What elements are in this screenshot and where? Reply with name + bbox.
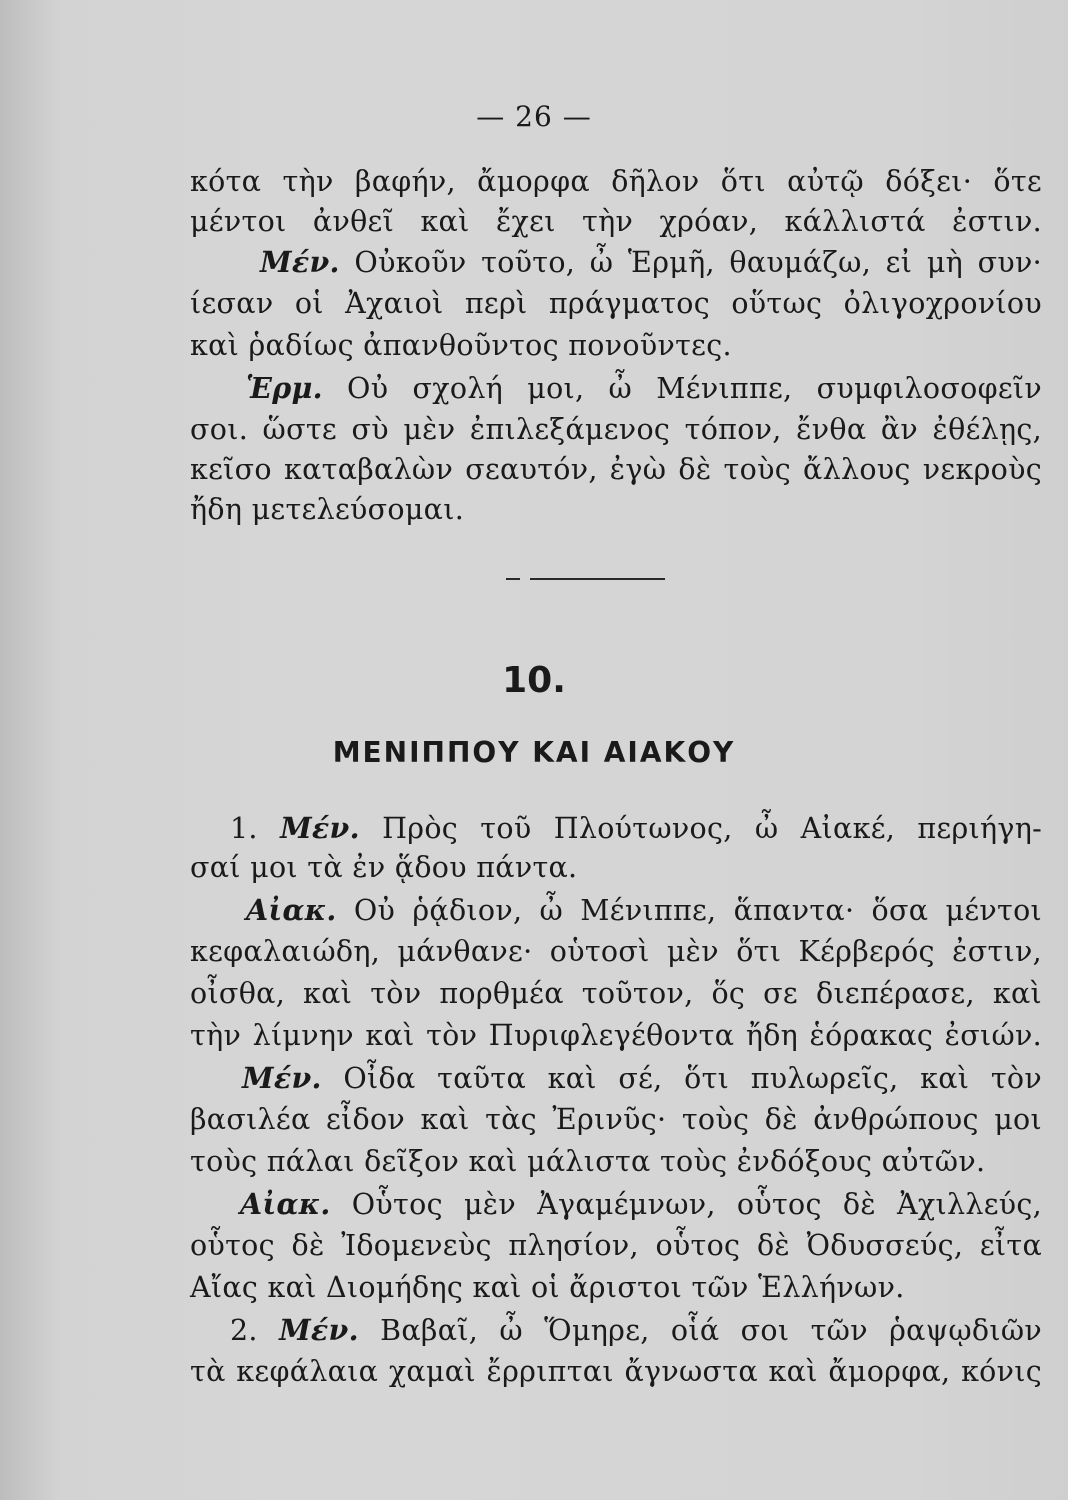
text-line [230, 1308, 1042, 1353]
line-text: Οὐ σχολή μοι, ὦ Μένιππε, συμφιλοσοφεῖν [347, 372, 1042, 405]
text-line [190, 324, 1042, 368]
line-text: ίεσαν οἱ Ἀχαιοὶ περὶ πράγματος οὕτως ὀλιγοχρονίου [190, 287, 1042, 320]
chapter-number: 10. [502, 660, 566, 701]
text-line [242, 1056, 1042, 1101]
line-text: ἤδη μετελεύσομαι. [190, 493, 465, 526]
line-text: Οἶδα ταῦτα καὶ σέ, ὅτι πυλωρεῖς, καὶ τὸν [343, 1062, 1042, 1095]
section-number: 1. [230, 812, 258, 845]
text-line [190, 448, 1042, 492]
line-text: καὶ ῥαδίως ἀπανθοῦντος πονοῦντες. [190, 329, 732, 362]
line-text: σοι. ὥστε σὺ μὲν ἐπιλεξάμενος τόπον, ἔνθα ἂν ἐθέλῃς, [190, 413, 1042, 446]
chapter-title: ΜΕΝΙΠΠΟΥ ΚΑΙ ΑΙΑΚΟΥ [332, 736, 736, 769]
text-line [190, 1350, 1042, 1394]
line-text: κότα τὴν βαφήν, ἄμορφα δῆλον ὅτι αὐτῷ δόξει· ὅτε [190, 165, 1042, 198]
text-line [230, 806, 1042, 851]
speaker-label: Αἰακ. [240, 1187, 331, 1221]
line-text: Αἴας καὶ Διομήδης καὶ οἱ ἄριστοι τῶν Ἑλλήνων. [190, 1271, 905, 1304]
text-line [190, 488, 1042, 532]
line-text: βασιλέα εἶδον καὶ τὰς Ἐρινῦς· τοὺς δὲ ἀνθρώπους μοι [190, 1103, 1042, 1136]
line-text: Βαβαῖ, ὦ Ὅμηρε, οἷά σοι τῶν ῥαψῳδιῶν [380, 1314, 1043, 1347]
line-text: Οὐκοῦν τοῦτο, ὦ Ἑρμῆ, θαυμάζω, εἰ μὴ συν· [354, 246, 1043, 279]
speaker-label: Μέν. [279, 1313, 359, 1347]
text-line [260, 240, 1042, 285]
text-line [246, 888, 1042, 933]
line-text: κεφαλαιώδη, μάνθανε· οὑτοσὶ μὲν ὅτι Κέρβερός ἐστιν, [190, 935, 1042, 968]
line-text: Οὐ ῥᾴδιον, ὦ Μένιππε, ἅπαντα· ὅσα μέντοι [353, 894, 1043, 927]
section-divider-dash [506, 578, 520, 580]
text-line [190, 200, 1042, 244]
speaker-label: Μέν. [260, 245, 340, 279]
page-number: — 26 — [476, 100, 592, 133]
line-text: οὗτος δὲ Ἰδομενεὺς πλησίον, οὗτος δὲ Ὀδυσσεύς, εἶτα [190, 1229, 1042, 1262]
speaker-label: Μέν. [242, 1061, 322, 1095]
text-line [246, 366, 1042, 411]
line-text: τοὺς πάλαι δεῖξον καὶ μάλιστα τοὺς ἐνδόξους αὐτῶν. [190, 1145, 986, 1178]
text-line [240, 1182, 1042, 1227]
speaker-label: Ἑρμ. [246, 371, 323, 405]
text-line [190, 1224, 1042, 1268]
speaker-label: Μέν. [280, 811, 360, 845]
text-line [190, 1098, 1042, 1142]
text-line [190, 408, 1042, 452]
section-divider [530, 578, 665, 580]
line-text: οἶσθα, καὶ τὸν πορθμέα τοῦτον, ὅς σε διεπέρασε, καὶ [190, 977, 1042, 1010]
text-line [190, 1266, 1042, 1310]
text-line [190, 282, 1042, 326]
line-text: κεῖσο καταβαλὼν σεαυτόν, ἐγὼ δὲ τοὺς ἄλλους νεκροὺς [190, 453, 1042, 486]
line-text: Οὗτος μὲν Ἀγαμέμνων, οὗτος δὲ Ἀχιλλεύς, [351, 1188, 1042, 1221]
text-line [190, 846, 1042, 890]
text-line [190, 1014, 1042, 1058]
speaker-label: Αἰακ. [246, 893, 337, 927]
line-text: τὰ κεφάλαια χαμαὶ ἔρριπται ἄγνωστα καὶ ἄμορφα, κόνις [190, 1355, 1042, 1388]
text-line [190, 160, 1042, 204]
line-text: σαί μοι τὰ ἐν ᾅδου πάντα. [190, 851, 578, 884]
line-text: μέντοι ἀνθεῖ καὶ ἔχει τὴν χρόαν, κάλλιστά ἐστιν. [190, 205, 1042, 238]
text-line [190, 1140, 1042, 1184]
text-line [190, 972, 1042, 1016]
line-text: τὴν λίμνην καὶ τὸν Πυριφλεγέθοντα ἤδη ἑόρακας ἐσιών. [190, 1019, 1042, 1052]
line-text: Πρὸς τοῦ Πλούτωνος, ὦ Αἰακέ, περιήγη- [382, 812, 1043, 845]
text-line [190, 930, 1042, 974]
section-number: 2. [230, 1314, 258, 1347]
